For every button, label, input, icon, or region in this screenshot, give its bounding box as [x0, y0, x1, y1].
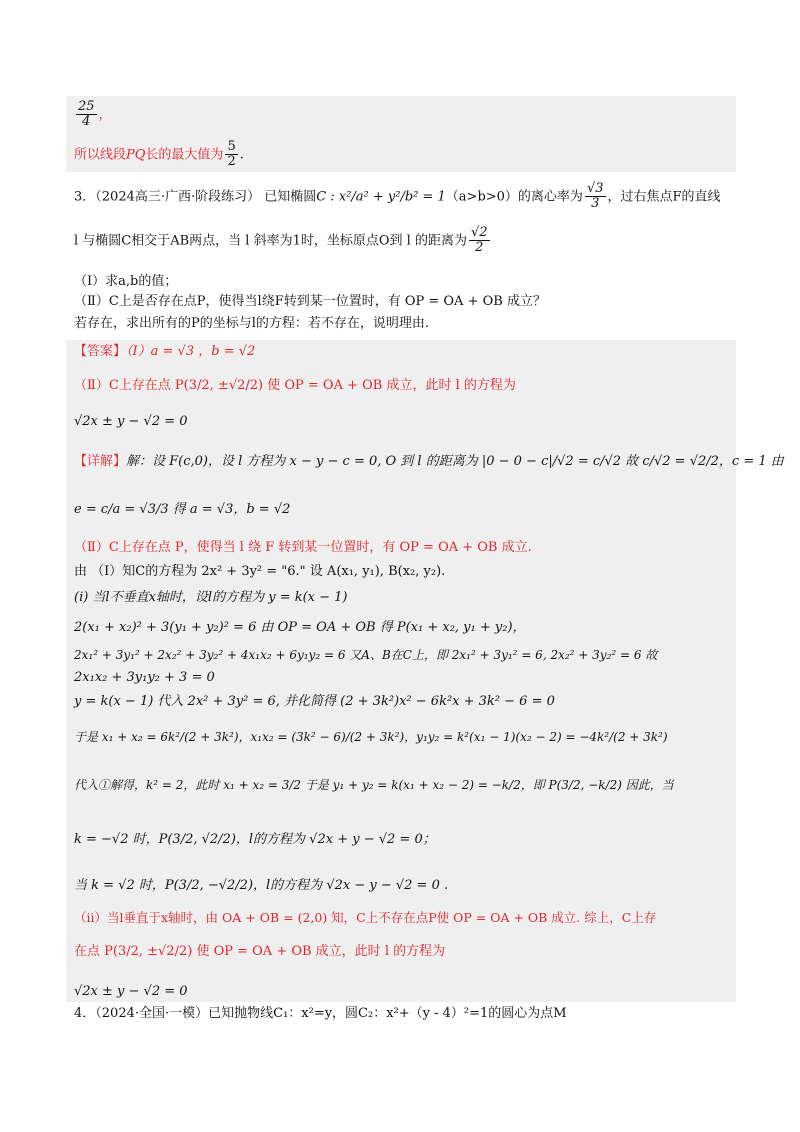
detail-line10: 于是 x₁ + x₂ = 6k²/(2 + 3k²)，x₁x₂ = (3k² − 6)/(2 + 3k²)，y₁y₂ = k²(x₁ − 1)(x₂ − 2) = −4k²/(2 + 3k²) — [74, 730, 668, 744]
q3-line2: l 与椭圆C相交于AB两点，当 l 斜率为1时，坐标原点O到 l 的距离为 $\frac{√2}{2}$ — [74, 225, 488, 256]
detail-line8: 2x₁x₂ + 3y₁y₂ + 3 = 0 — [74, 670, 215, 685]
detail-line1: 【详解】解：设 F(c,0)，设 l 方程为 x − y − c = 0, O 到 l 的距离为 |0 − 0 − c|/√2 = c/√2 故 c/√2 = √2/2，c = 1 由 — [74, 454, 784, 469]
detail-line11: 代入①解得，k² = 2，此时 x₁ + x₂ = 3/2 于是 y₁ + y₂ = k(x₁ + x₂ − 2) = −k/2，即 P(3/2, −k/2) 因此，当 — [74, 778, 674, 792]
answer-line2: （Ⅱ）C上存在点 P(3/2, ±√2/2) 使 OP = OA + OB 成立，此时 l 的方程为 — [74, 378, 516, 393]
detail-line15: 在点 P(3/2, ±√2/2) 使 OP = OA + OB 成立，此时 l 的方程为 — [74, 944, 446, 959]
detail-line5: (i) 当l不垂直x轴时，设l的方程为 y = k(x − 1) — [74, 590, 348, 605]
detail-line3: （Ⅱ）C上存在点 P，使得当 l 绕 F 转到某一位置时，有 OP = OA + OB 成立. — [74, 540, 532, 555]
detail-line4: 由 （Ⅰ）知C的方程为 2x² + 3y² = "6." 设 A(x₁, y₁), B(x₂, y₂). — [74, 564, 446, 579]
detail-line7: 2x₁² + 3y₁² + 2x₂² + 3y₂² + 4x₁x₂ + 6y₁y₂ = 6 又A、B在C上，即 2x₁² + 3y₁² = 6, 2x₂² + 3y₂² = 6 故 — [74, 648, 658, 662]
detail-line9: y = k(x − 1) 代入 2x² + 3y² = 6, 并化简得 (2 + 3k²)x² − 6k²x + 3k² − 6 = 0 — [74, 694, 555, 709]
detail-line14: （ⅱ）当l垂直于x轴时，由 OA + OB = (2,0) 知，C上不存在点P使 OP = OA + OB 成立. 综上，C上存 — [74, 910, 657, 925]
q3-part1: （Ⅰ）求a,b的值； — [74, 274, 178, 289]
detail-line6: 2(x₁ + x₂)² + 3(y₁ + y₂)² = 6 由 OP = OA + OB 得 P(x₁ + x₂, y₁ + y₂)， — [74, 620, 526, 635]
frac-25-over-4: $\frac{25}{4}$ ， — [78, 99, 112, 130]
detail-line13: 当 k = √2 时，P(3/2, −√2/2)，l的方程为 √2x − y − √2 = 0 . — [74, 878, 449, 893]
q3-part2b: 若存在，求出所有的P的坐标与l的方程：若不存在，说明理由. — [74, 316, 430, 331]
q4-line: 4．（2024·全国·一模）已知抛物线C₁：x²=y，圆C₂：x²+（y - 4）²=1的圆心为点M — [74, 1006, 567, 1021]
detail-line2: e = c/a = √3/3 得 a = √3，b = √2 — [74, 502, 291, 517]
detail-line16: √2x ± y − √2 = 0 — [74, 984, 188, 999]
answer-equation: √2x ± y − √2 = 0 — [74, 414, 188, 429]
q3-part2: （Ⅱ）C上是否存在点P，使得当l绕F转到某一位置时，有 OP = OA + OB 成立？ — [74, 294, 546, 309]
detail-line12: k = −√2 时，P(3/2, √2/2)，l的方程为 √2x + y − √2 = 0； — [74, 832, 436, 847]
max-length-line: 所以线段PQ长的最大值为 $\frac{5}{2}$ . — [74, 139, 244, 170]
q3-line1: 3．（2024高三·广西·阶段练习） 已知椭圆C : x²/a² + y²/b² = 1（a>b>0）的离心率为 $\frac{√3}{3}$ ，过右焦点F的直线 — [74, 181, 721, 212]
answer-line1: 【答案】（Ⅰ）a = √3 ，b = √2 — [74, 344, 256, 359]
